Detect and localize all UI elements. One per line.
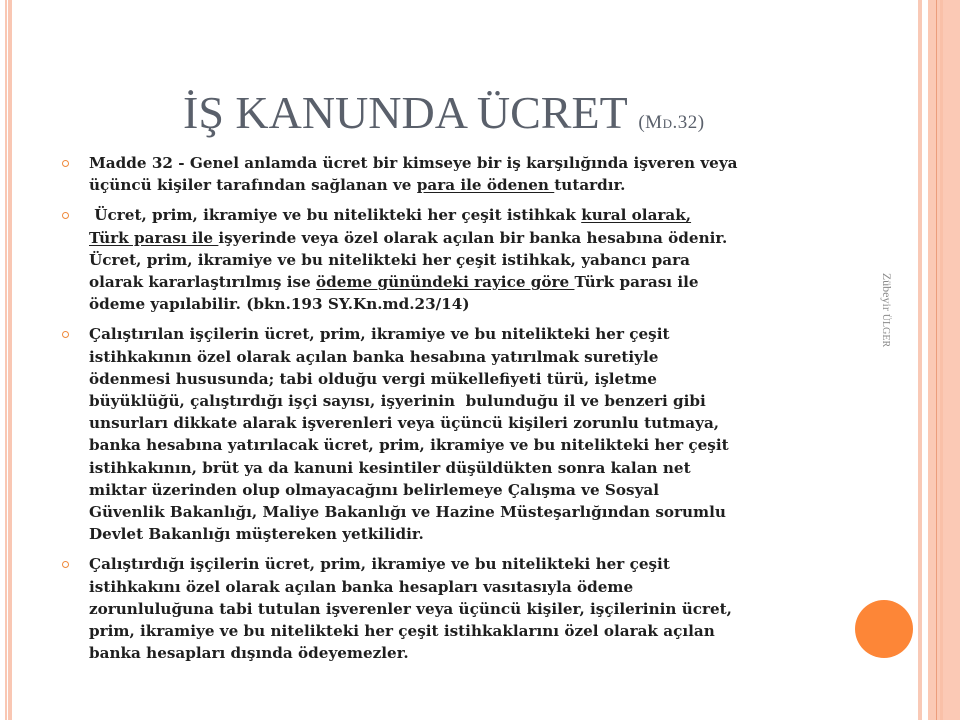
left-decorative-stripe [5, 0, 7, 720]
text-segment: prim, ikramiye ve bu nitelikteki her çeşit istihkaklarını özel olarak açılan [89, 622, 715, 641]
bullet-line [89, 390, 852, 412]
bullet-line [89, 346, 852, 368]
bullet-circle-icon [62, 160, 69, 167]
slide-title-main: İŞ KANUNDA ÜCRET [183, 87, 627, 138]
bullet-line [89, 434, 852, 456]
text-segment: olarak kararlaştırılmış ise [89, 273, 317, 292]
text-segment: Ücret, prim, ikramiye ve bu nitelikteki her çeşit istihkak, yabancı para [89, 250, 690, 269]
text-segment: Türk parası ile [574, 273, 699, 292]
bullet-line [89, 523, 852, 545]
text-segment: zorunluluğuna tabi tutulan işverenler veya üçüncü kişiler, işçilerinin ücret, [89, 599, 732, 618]
bullet-line [89, 174, 852, 196]
bullet-line [89, 620, 852, 642]
text-segment: istihkakını özel olarak açılan banka hesapları vasıtasıyla ödeme [89, 577, 634, 596]
bullet-line [89, 598, 852, 620]
bullet-item [62, 553, 852, 664]
bullet-line [89, 227, 852, 249]
bullet-line [89, 457, 852, 479]
bullet-line [89, 204, 852, 226]
text-segment: tutardır. [554, 176, 626, 195]
underlined-text: Türk parası ile [89, 228, 219, 247]
bullet-line [89, 293, 852, 315]
text-segment: banka hesapları dışında ödeyemezler. [89, 644, 409, 663]
author-footer [879, 245, 895, 375]
bullet-line [89, 553, 852, 575]
right-decorative-line [936, 0, 937, 720]
text-segment: Güvenlik Bakanlığı, Maliye Bakanlığı ve Hazine Müsteşarlığından sorumlu [89, 503, 726, 522]
text-segment: istihkakının özel olarak açılan banka hesabına yatırılmak suretiyle [89, 347, 659, 366]
bullet-line [89, 501, 852, 523]
bullet-line [89, 368, 852, 390]
bullet-circle-icon [62, 561, 69, 568]
decorative-orange-circle [855, 600, 913, 658]
underlined-text: ödeme günündeki rayice göre [316, 273, 575, 292]
right-decorative-band [928, 0, 960, 720]
slide-title-subtitle: (Md.32) [638, 112, 705, 133]
right-decorative-stripe [940, 0, 943, 720]
bullet-line [89, 323, 852, 345]
text-segment: Ücret, prim, ikramiye ve bu nitelikteki her çeşit istihkak [89, 206, 582, 225]
text-segment: Madde 32 - Genel anlamda ücret bir kimseye bir iş karşılığında işveren veya [89, 154, 738, 172]
bullet-list [62, 152, 852, 672]
bullet-circle-icon [62, 212, 69, 219]
bullet-line [89, 576, 852, 598]
bullet-line [89, 249, 852, 271]
right-decorative-stripe [918, 0, 922, 720]
underlined-text: para ile ödenen [416, 176, 555, 195]
text-segment: Çalıştırdığı işçilerin ücret, prim, ikramiye ve bu nitelikteki her çeşit [89, 555, 670, 574]
text-segment: Devlet Bakanlığı müştereken yetkilidir. [89, 525, 424, 544]
text-segment: istihkakının, brüt ya da kanuni kesintiler düşüldükten sonra kalan net [89, 458, 691, 477]
text-segment: Çalıştırılan işçilerin ücret, prim, ikramiye ve bu nitelikteki her çeşit [89, 325, 670, 344]
text-segment: ödeme yapılabilir. (bkn.193 SY.Kn.md.23/14) [89, 295, 470, 314]
bullet-item [62, 204, 852, 315]
bullet-item [62, 152, 852, 196]
text-segment: üçüncü kişiler tarafından sağlanan ve [89, 176, 417, 195]
bullet-circle-icon [62, 331, 69, 338]
text-segment: büyüklüğü, çalıştırdığı işçi sayısı, işyerinin bulunduğu il ve benzeri gibi [89, 392, 706, 411]
bullet-line [89, 479, 852, 501]
bullet-item [62, 323, 852, 545]
slide-title [183, 88, 743, 148]
bullet-line [89, 642, 852, 664]
underlined-text: kural olarak, [581, 206, 692, 225]
bullet-line [89, 271, 852, 293]
bullet-line [89, 412, 852, 434]
text-segment: ödenmesi hususunda; tabi olduğu vergi mükellefiyeti türü, işletme [89, 369, 657, 388]
author-last-name: ÜLGER [880, 313, 891, 348]
author-first-name: Zübeyir [880, 272, 894, 311]
text-segment: işyerinde veya özel olarak açılan bir banka hesabına ödenir. [218, 228, 728, 247]
text-segment: miktar üzerinden olup olmayacağını belirlemeye Çalışma ve Sosyal [89, 480, 659, 499]
text-segment: banka hesabına yatırılacak ücret, prim, ikramiye ve bu nitelikteki her çeşit [89, 436, 729, 455]
left-decorative-stripe [8, 0, 12, 720]
text-segment: unsurları dikkate alarak işverenleri veya üçüncü kişileri zorunlu tutmaya, [89, 414, 720, 433]
bullet-line [89, 152, 852, 174]
